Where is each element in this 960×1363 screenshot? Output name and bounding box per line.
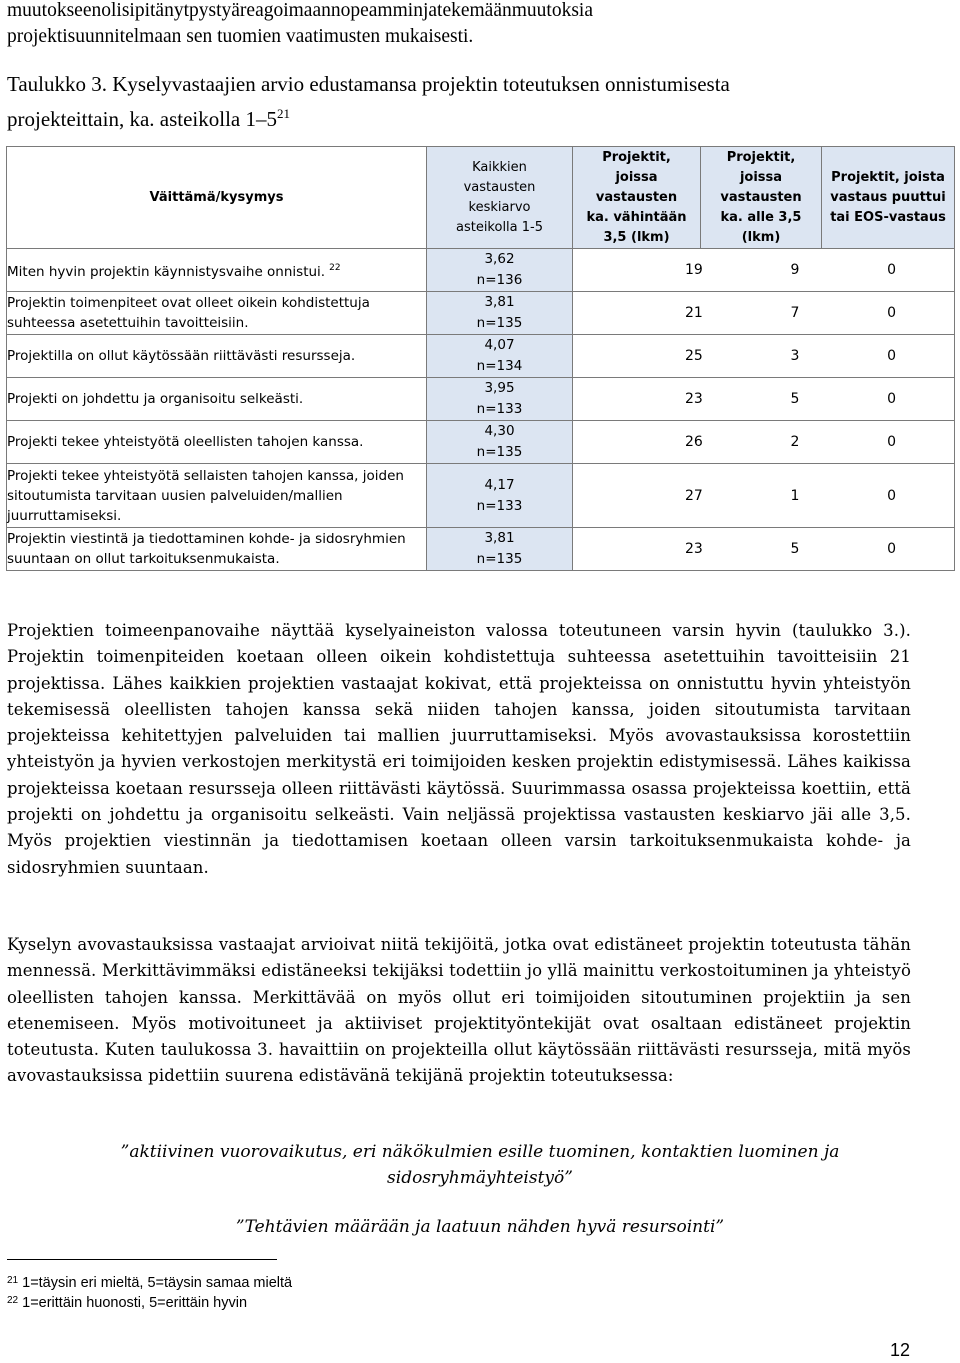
body-paragraph-2: Kyselyn avovastauksissa vastaajat arvioivat niitä tekijöitä, jotka ovat edistäneet projektin toteutusta tähän mennessä. Merkittävimmäksi edistäneeksi tekijäksi todettiin jo yllä mainittu verkostoituminen ja yhteistyö oleellisten tahojen kanssa. Merkittävää on myös ollut eri toimijoiden sitoutuminen projektiin ja sen etenemiseen. Myös motivoituneet ja aktiiviset projektityöntekijät ovat osaltaan edistäneet projektin toteutusta. Kuten taulukossa 3. havaittiin on projekteilla ollut käytössään riittävästi resursseja, mitä myös avovastauksissa pidettiin suurena edistävänä tekijänä projektin toteutuksessa: [7,935,911,1086]
count-below: 5 [790,541,800,557]
body-paragraph-1: Projektien toimeenpanovaihe näyttää kyselyaineiston valossa toteutuneen varsin hyvin (taulukko 3.). Projektin toimenpiteiden koetaan olleen oikein kohdistettuja suhteessa asetettuihin tavoitteisiin 21 projektissa. Lähes kaikkien projektien vastaajat kokivat, että projekteissa on onnistuttu hyvin yhteistyön tekemisessä oleellisten tahojen kanssa sekä niiden tahojen kanssa, joiden sitoutumista tarvitaan projekteissa kehitettyjen palveluiden tai mallien juurruttamiseksi. Myös avovastauksissa korostettiin yhteistyön ja hyvien verkostojen merkitystä eri toimijoiden kesken projektin edistymisessä. Lähes kaikissa projekteissa koetaan resursseja olleen riittävästi käytössä. Suurimmassa osassa projekteissa koettiin, että projekti on johdettu ja organisoitu selkeästi. Vain neljässä projektissa vastausten keskiarvo jäi alle 3,5. Myös projektien viestinnän ja tiedottamisen koetaan olleen varsin tarkoituksenmukaista kohde- ja sidosryhmien suuntaan. [7,621,911,877]
footnote-text: 1=erittäin huonosti, 5=erittäin hyvin [22,1295,248,1311]
intro-word: pitänyt [134,0,189,21]
intro-line-2: projektisuunnitelmaan sen tuomien vaatimusten mukaisesti. [7,26,474,47]
count-none: 0 [887,487,896,504]
row-average [427,464,573,528]
footnote-22 [7,1291,247,1313]
count-none: 0 [887,541,896,557]
row-average [427,528,573,571]
count-at-least: 27 [685,487,703,504]
table-row [7,528,955,571]
average-value: 4,07 [484,337,515,353]
table-row [7,421,955,464]
statement-text: Projektin toimenpiteet ovat olleet oikein kohdistettuja suhteessa asetettuihin tavoitteisiin. [7,295,370,331]
average-value: 3,62 [484,251,515,267]
intro-word: ja [422,0,438,21]
table-row [7,464,955,528]
row-statement [7,335,427,378]
header-none-text: Projektit, joista vastaus puuttui tai EOS-vastaus [830,169,946,225]
intro-line-1 [7,0,911,24]
row-average [427,421,573,464]
statement-text: Projekti on johdettu ja organisoitu selkeästi. [7,391,304,407]
row-statement [7,421,427,464]
statement-text: Projekti tekee yhteistyötä sellaisten tahojen kanssa, joiden sitoutumista tarvitaan uusien palveluiden/mallien juurruttamiseksi. [7,467,404,524]
average-value: 3,81 [484,294,515,310]
count-none: 0 [887,434,896,450]
count-at-least: 21 [685,305,703,321]
count-at-least: 19 [685,262,703,278]
intro-word: tekemään [437,0,512,21]
table-row [7,378,955,421]
average-value: 4,17 [484,476,515,493]
row-counts [573,292,955,335]
table-header-row [7,147,955,249]
count-below: 7 [790,305,800,321]
intro-word: olisi [101,0,135,21]
statement-text: Projektin viestintä ja tiedottaminen kohde- ja sidosryhmien suuntaan on ollut tarkoituksenmukaista. [7,531,406,567]
count-below: 3 [790,348,800,364]
footnote-divider [7,1259,277,1260]
intro-word: nopeammin [330,0,423,21]
header-none [822,147,955,249]
row-statement [7,292,427,335]
respondent-count: n=135 [476,315,523,331]
footnote-number: 21 [7,1275,19,1286]
count-below: 9 [790,262,800,278]
row-statement [7,249,427,292]
statement-text: Projekti tekee yhteistyötä oleellisten tahojen kanssa. [7,434,364,450]
intro-word: muutoksia [511,0,593,21]
respondent-count: n=133 [476,401,523,417]
statement-footnote-ref: 22 [329,263,341,273]
count-at-least: 23 [685,541,703,557]
respondent-count: n=135 [476,444,523,460]
intro-word: reagoimaan [239,0,331,21]
count-below: 5 [790,391,800,407]
table-row [7,292,955,335]
quote-1-line-1: ”aktiivinen vuorovaikutus, eri näkökulmien esille tuominen, kontaktien luominen ja [120,1142,840,1162]
statement-text: Miten hyvin projektin käynnistysvaihe onnistui. [7,264,326,280]
results-table [6,146,955,571]
header-average [427,147,573,249]
count-at-least: 23 [685,391,703,407]
count-none: 0 [887,305,896,321]
table-row [7,335,955,378]
row-statement [7,464,427,528]
footnote-21 [7,1271,292,1293]
count-none: 0 [887,262,896,278]
row-counts [573,464,955,528]
header-at-least [573,147,701,249]
average-value: 3,95 [484,380,515,396]
average-value: 4,30 [484,423,515,439]
quote-2: ”Tehtävien määrään ja laatuun nähden hyvä resursointi” [235,1217,725,1237]
table-caption [7,70,913,134]
quote-1-line-2: sidosryhmäyhteistyö” [387,1168,573,1188]
header-below [701,147,822,249]
row-counts [573,378,955,421]
respondent-count: n=136 [476,272,523,288]
intro-word: pystyä [189,0,240,21]
quote-1 [0,1139,960,1191]
header-average-text: Kaikkien vastausten keskiarvo asteikolla 1-5 [455,159,544,235]
header-statement: Väittämä/kysymys [7,147,427,249]
row-counts [573,421,955,464]
average-value: 3,81 [484,530,515,546]
footnote-number: 22 [7,1295,19,1306]
row-statement [7,528,427,571]
count-at-least: 26 [685,434,703,450]
footnote-text: 1=täysin eri mieltä, 5=täysin samaa mieltä [22,1275,293,1291]
row-statement [7,378,427,421]
row-average [427,335,573,378]
row-average [427,292,573,335]
intro-paragraph-fragment [7,0,911,50]
respondent-count: n=135 [476,551,523,567]
count-none: 0 [887,391,896,407]
caption-line-2 [7,99,913,134]
intro-word: muutokseen [7,0,102,21]
statement-text: Projektilla on ollut käytössään riittävästi resursseja. [7,348,356,364]
table-row [7,249,955,292]
respondent-count: n=134 [476,358,523,374]
header-below-text: Projektit, joissa vastausten ka. alle 3,5 (lkm) [720,149,802,245]
row-counts [573,249,955,292]
count-below: 2 [790,434,800,450]
caption-footnote-ref: 21 [277,106,291,121]
row-average [427,378,573,421]
count-at-least: 25 [685,348,703,364]
caption-line-1: Taulukko 3. Kyselyvastaajien arvio edustamansa projektin toteutuksen onnistumisesta [7,72,730,96]
row-average [427,249,573,292]
row-counts [573,335,955,378]
caption-line-2-text: projekteittain, ka. asteikolla 1–5 [7,107,278,131]
header-at-least-text: Projektit, joissa vastausten ka. vähintään 3,5 (lkm) [586,149,687,245]
count-none: 0 [887,348,896,364]
row-counts [573,528,955,571]
page-number: 12 [889,1340,910,1360]
count-below: 1 [790,487,800,504]
respondent-count: n=133 [476,497,523,514]
